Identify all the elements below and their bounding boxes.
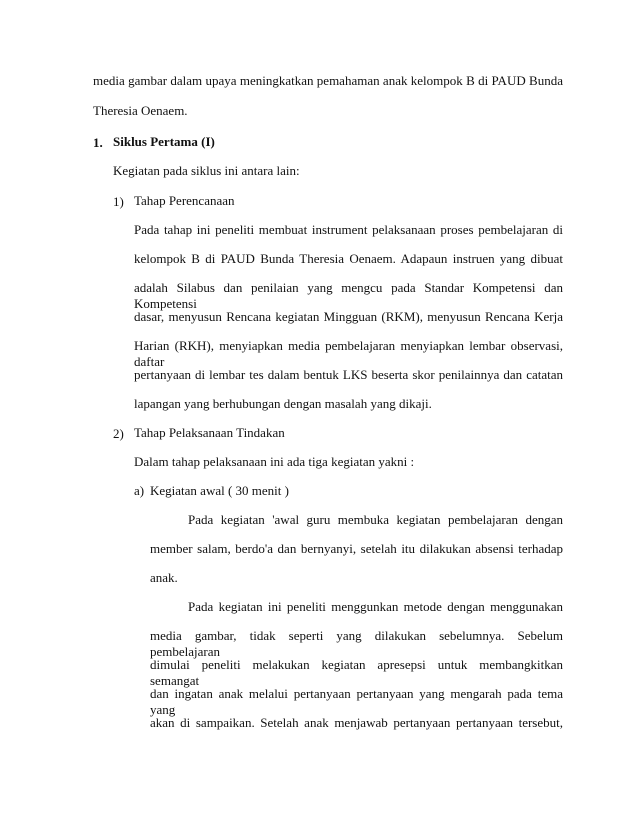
section-number: 1. — [93, 135, 103, 150]
step2-number: 2) — [113, 426, 124, 441]
sub-a-para2-line-5: akan di sampaikan. Setelah anak menjawab pertanyaan pertanyaan tersebut, — [150, 715, 563, 730]
section-lead: Kegiatan pada siklus ini antara lain: — [113, 163, 300, 178]
step1-line-5: Harian (RKH), menyiapkan media pembelajaran menyiapkan lembar observasi, daftar — [134, 338, 563, 369]
step1-line-7: lapangan yang berhubungan dengan masalah yang dikaji. — [134, 396, 432, 411]
step1-line-4: dasar, menyusun Rencana kegiatan Mingguan (RKM), menyusun Rencana Kerja — [134, 309, 563, 324]
step1-line-6: pertanyaan di lembar tes dalam bentuk LKS beserta skor penilainnya dan catatan — [134, 367, 563, 382]
step1-line-1: Pada tahap ini peneliti membuat instrument pelaksanaan proses pembelajaran di — [134, 222, 563, 237]
sub-a-para2-line-2: media gambar, tidak seperti yang dilakukan sebelumnya. Sebelum pembelajaran — [150, 628, 563, 659]
step1-title: Tahap Perencanaan — [134, 193, 235, 208]
step1-line-2: kelompok B di PAUD Bunda Theresia Oenaem. Adapaun instruen yang dibuat — [134, 251, 563, 266]
step2-title: Tahap Pelaksanaan Tindakan — [134, 425, 285, 440]
section-title: Siklus Pertama (I) — [113, 134, 215, 149]
step1-line-3: adalah Silabus dan penilaian yang mengcu pada Standar Kompetensi dan Kompetensi — [134, 280, 563, 311]
sub-a-para1-line-2: member salam, berdo'a dan bernyanyi, setelah itu dilakukan absensi terhadap — [150, 541, 563, 556]
step1-number: 1) — [113, 194, 124, 209]
sub-a-para2-line-3: dimulai peneliti melakukan kegiatan apresepsi untuk membangkitkan semangat — [150, 657, 563, 688]
sub-a-para2-line-4: dan ingatan anak melalui pertanyaan pertanyaan yang mengarah pada tema yang — [150, 686, 563, 717]
sub-a-para1-line-3: anak. — [150, 570, 178, 585]
sub-a-label: a) — [134, 483, 145, 498]
intro-line-1: media gambar dalam upaya meningkatkan pemahaman anak kelompok B di PAUD Bunda — [93, 73, 563, 88]
step2-lead: Dalam tahap pelaksanaan ini ada tiga kegiatan yakni : — [134, 454, 415, 469]
intro-line-2: Theresia Oenaem. — [93, 103, 188, 118]
sub-a-title: Kegiatan awal ( 30 menit ) — [150, 483, 289, 498]
sub-a-para2-line-1: Pada kegiatan ini peneliti menggunkan metode dengan menggunakan — [188, 599, 563, 614]
sub-a-para1-line-1: Pada kegiatan 'awal guru membuka kegiatan pembelajaran dengan — [188, 512, 563, 527]
